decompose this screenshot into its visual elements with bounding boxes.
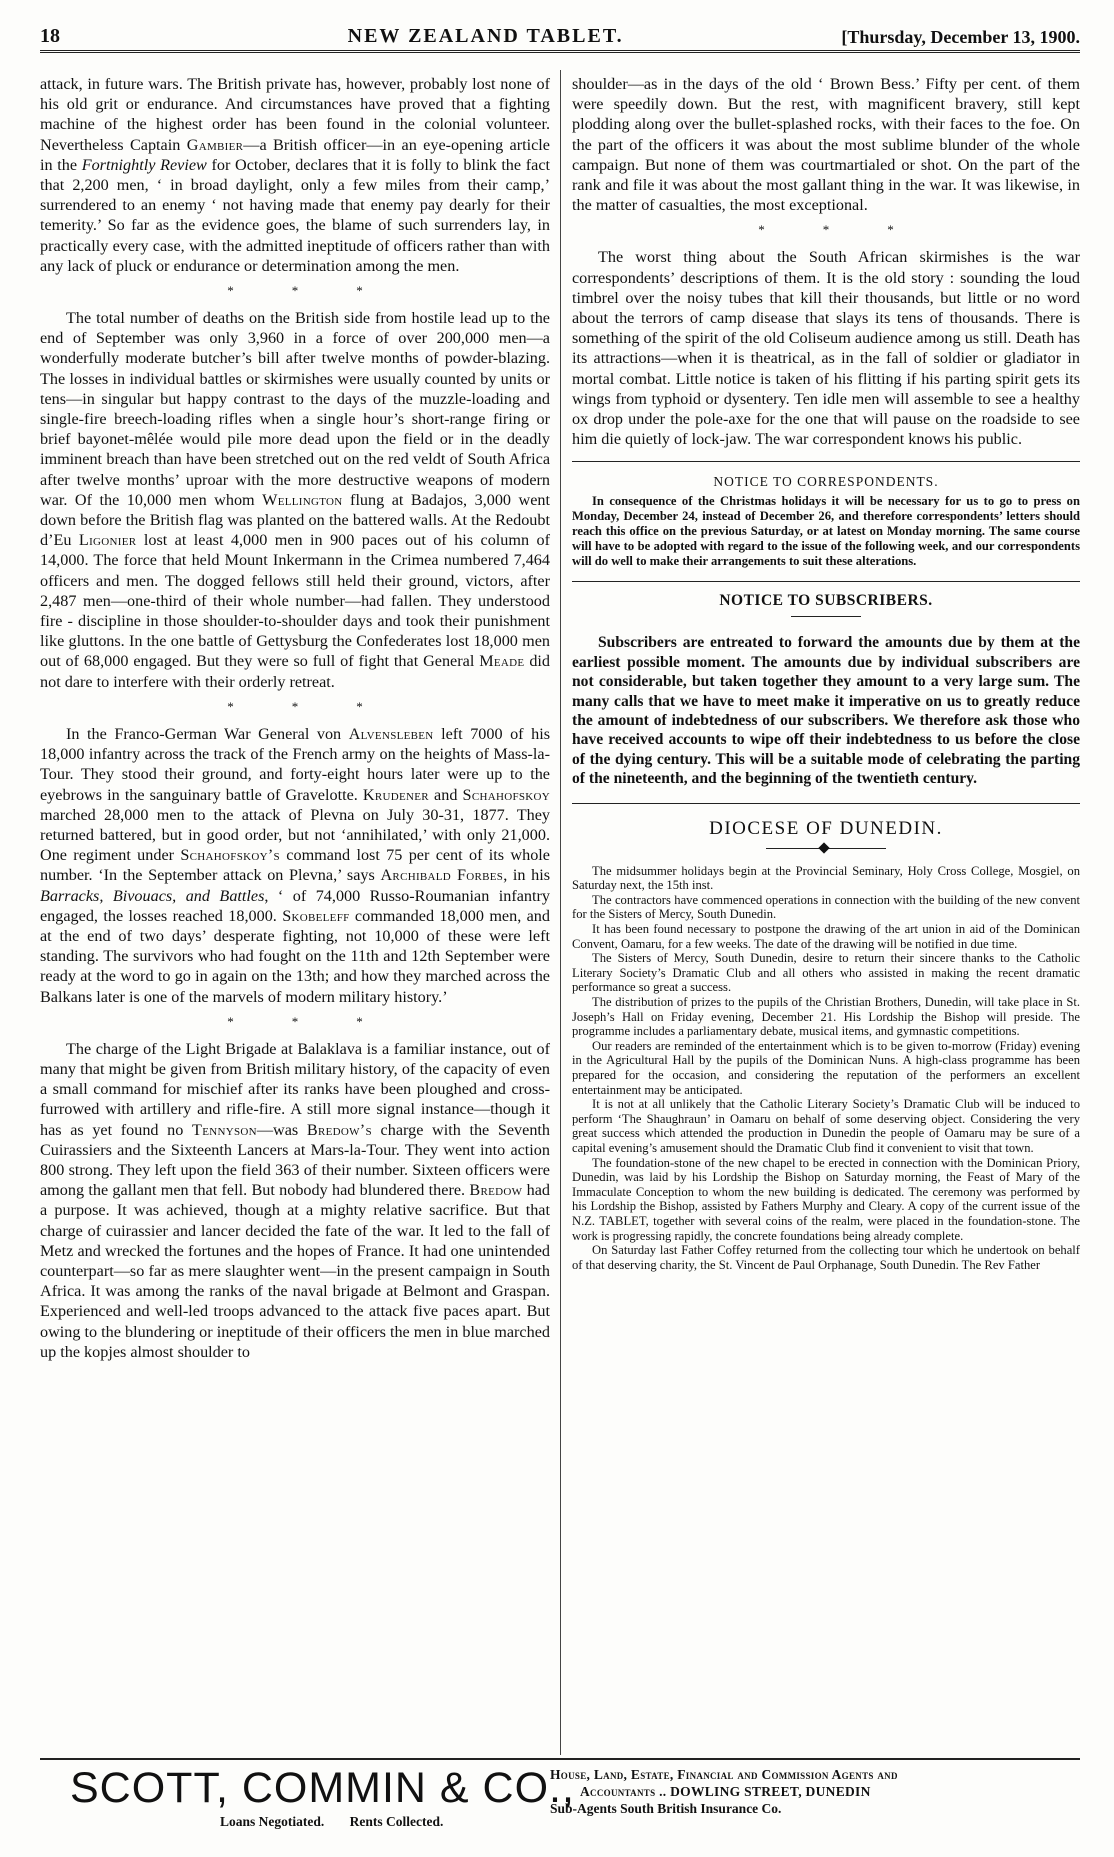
advertisement	[40, 1764, 1080, 1844]
section-separator: ***	[227, 1013, 421, 1029]
article-paragraph: The charge of the Light Brigade at Balaklava is a familiar instance, out of many that might be given from British military history, of the capacity of even a small command for mischief after its ranks have been ploughed and cross-furrowed with artillery and rifle-fire. A still more signal instance—though it has as yet found no Tennyson—was Bredow’s charge with the Seventh Cuirassiers and the Sixteenth Lancers at Mars-la-Tour. They went into action 800 strong. They left upon the field 363 of their number. Sixteen officers were among the gallant men that fell. But nobody had blundered there. Bredow had a purpose. It was achieved, though at a mighty relative sacrifice. But that charge of cuirassier and lancer decided the fate of the war. It led to the fall of Metz and wrecked the fortunes and the hopes of France. It had one unintended counterpart—so far as mere slaughter went—in the present campaign in South Africa. It was among the ranks of the naval brigade at Belmont and Graspan. Experienced and well-led troops advanced to the attack five paces apart. But owing to the blundering or ineptitude of their officers the men in blue marched up the kopjes almost shoulder to	[40, 1039, 551, 1361]
diocese-news-item: The Sisters of Mercy, South Dunedin, desire to return their sincere thanks to the Catholic Literary Society’s Dramatic Club and all others who assisted in making the recent dramatic performance so great a success.	[572, 951, 1080, 995]
section-rule	[572, 803, 1080, 804]
header-rule	[40, 50, 1080, 53]
notice-correspondents-title: NOTICE TO CORRESPONDENTS.	[713, 474, 939, 490]
diocese-news-item: It has been found necessary to postpone the drawing of the art union in aid of the Dominican Convent, Oamaru, for a few weeks. The date of the drawing will be notified in due time.	[572, 922, 1080, 951]
diocese-news-item: The contractors have commenced operations in connection with the building of the new convent for the Sisters of Mercy, South Dunedin.	[572, 892, 1080, 922]
advert-loans: Loans Negotiated.	[220, 1814, 325, 1829]
left-column	[40, 74, 550, 1362]
page-number: 18	[40, 25, 60, 47]
section-separator: ***	[758, 222, 952, 238]
section-rule	[572, 581, 1080, 582]
advert-line: House, Land, Estate, Financial and Commission Agents and	[550, 1767, 898, 1782]
company-name: SCOTT, COMMIN & CO.,	[70, 1764, 575, 1812]
right-column	[572, 74, 1080, 1272]
diocese-news-item: The foundation-stone of the new chapel to be erected in connection with the Dominican Priory, Dunedin, was laid by his Lordship the Bishop on Saturday morning, the Feast of Mary of the Immaculate Conception to whom the new building is dedicated. The ceremony was performed by his Lordship the Bishop, assisted by Fathers Murphy and Cleary. A copy of the current issue of the N.Z. TABLET, together with several coins of the realm, were placed in the foundation-stone. The work is progressing rapidly, the concrete foundations being already complete.	[572, 1155, 1080, 1243]
section-rule	[572, 461, 1080, 462]
diocese-news-item: The distribution of prizes to the pupils of the Christian Brothers, Dunedin, will take place in St. Joseph’s Hall on Friday evening, December 21. His Lordship the Bishop will preside. The programme includes a parliamentary debate, musical items, and gymnastic competitions.	[572, 995, 1080, 1039]
notice-subscribers-title: NOTICE TO SUBSCRIBERS.	[719, 592, 933, 610]
person-name: Gambier	[186, 135, 244, 154]
article-paragraph: The worst thing about the South African skirmishes is the war correspondents’ descriptions of them. It is the old story : sounding the loud timbrel over the noisy tubes that kill their thousands, but little or no word about the terrors of camp disease that slays its tens of thousands. There is something of the spirit of the old Coliseum audience among us still. Death has its attractions—when it is theatrical, as in the fall of soldier or gladiator in mortal combat. Little notice is taken of his flitting if his parting spirit gets its wings from typhoid or dysentery. Ten idle men will assemble to see a healthy ox drop under the pole-axe for the one that will pause on the roadside to see him die quietly of lock-jaw. The war correspondent knows his public.	[572, 248, 1080, 449]
column-divider	[560, 70, 561, 1755]
advert-line: Sub-Agents South British Insurance Co.	[550, 1801, 782, 1816]
diocese-news-item: On Saturday last Father Coffey returned from the collecting tour which he undertook on behalf of that deserving charity, the St. Vincent de Paul Orphanage, South Dunedin. The Rev Father	[572, 1243, 1080, 1272]
article-paragraph: The total number of deaths on the British side from hostile lead up to the end of September was only 3,960 in a force of over 200,000 men—a wonderfully moderate butcher’s bill after twelve months of powder-blazing. The losses in individual battles or skirmishes were usually counted by units or tens—in singular but happy contrast to the days of the muzzle-loading and single-fire breech-loading rifles when a single hour’s short-range firing or brief bayonet-mêlée would pile more dead upon the field or in the deadly imminent breach than have been stretched out on the red veldt of South Africa after twelve months’ uproar with the more destructive weapons of modern war. Of the 10,000 men whom Wellington flung at Badajos, 3,000 went down before the British flag was planted on the battered walls. At the Redoubt d’Eu Ligonier lost at least 4,000 men in 900 paces out of his column of 14,000. The force that held Mount Inkermann in the Crimea numbered 7,464 officers and men. The dogged fellows still held their ground, victors, after 2,487 men—one-third of their whole number—had fallen. They understood fire - discipline in those shoulder-to-shoulder days and took their punishment like gluttons. In the one battle of Gettysburg the Confederates lost 18,000 men out of 68,000 engaged. But they were so full of fight that General Meade did not dare to interfere with their orderly retreat.	[40, 309, 550, 691]
diocese-news-item: The midsummer holidays begin at the Provincial Seminary, Holy Cross College, Mosgiel, on Saturday next, the 15th inst.	[572, 863, 1080, 893]
diocese-news-item: Our readers are reminded of the entertainment which is to be given to-morrow (Friday) evening in the Agricultural Hall by the pupils of the Dominican Nuns. A high-class programme has been prepared for the occasion, and considering the reputation of the performers an excellent entertainment may be anticipated.	[572, 1038, 1080, 1097]
paper-title: NEW ZEALAND TABLET.	[347, 25, 624, 47]
diocese-news-list	[572, 864, 1080, 1273]
diocese-title: DIOCESE OF DUNEDIN.	[709, 817, 943, 839]
diocese-news-item: It is not at all unlikely that the Catholic Literary Society’s Dramatic Club will be induced to perform ‘The Shaughraun’ in Oamaru on behalf of some deserving object. Considering the very great success which attended the production in Dunedin the people of Oamaru may be sure of a capital evening’s amusement should the Dramatic Club find it convenient to visit that town.	[572, 1097, 1080, 1155]
page-header	[40, 18, 1080, 48]
issue-date: [Thursday, December 13, 1900.	[841, 27, 1080, 47]
advert-details	[550, 1766, 1080, 1817]
advert-services	[220, 1814, 465, 1830]
notice-correspondents-body: In consequence of the Christmas holidays it will be necessary for us to go to press on Monday, December 24, instead of December 26, and therefore correspondents’ letters should reach this office on the previous Saturday, or at latest on Monday morning. The same course will have to be adopted with regard to the issue of the following week, and our correspondents will do well to make their arrangements to suit these alterations.	[572, 494, 1080, 569]
article-paragraph: In the Franco-German War General von Alvensleben left 7000 of his 18,000 infantry across the track of the French army on the heights of Mass-la-Tour. They stood their ground, and forty-eight hours later were up to the eyebrows in the sanguinary battle of Gravelotte. Krudener and Schahofskoy marched 28,000 men to the attack of Plevna on July 30-31, 1877. They returned battered, but in good order, but not ‘annihilated,’ with only 21,000. One regiment under Schahofskoy’s command lost 75 per cent of its whole number. ‘In the September attack on Plevna,’ says Archibald Forbes, in his Barracks, Bivouacs, and Battles, ‘ of 74,000 Russo-Roumanian infantry engaged, the losses reached 18,000. Skobeleff commanded 18,000 men, and at the end of two days’ desperate fighting, not 10,000 of these were left standing. The survivors who had fought on the 11th and 12th September were ready at the word to go in again on the 13th; and how they marched across the Balkans later is one of the marvels of modern military history.’	[40, 724, 551, 1006]
diamond-ornament	[766, 844, 886, 854]
advert-rule	[40, 1758, 1080, 1760]
advert-line: Accountants .. DOWLING STREET, DUNEDIN	[580, 1784, 871, 1799]
section-separator: ***	[227, 283, 421, 299]
section-separator: ***	[227, 698, 421, 714]
notice-subscribers-body: Subscribers are entreated to forward the amounts due by them at the earliest possible moment. The amounts due by individual subscribers are not considerable, but taken together they amount to a very large sum. The many calls that we have to meet make it imperative on us to greatly reduce the amount of indebtedness of our subscribers. We therefore ask those who have received accounts to wipe off their indebtedness to us before the close of the dying century. This will be a suitable mode of celebrating the parting of the nineteenth, and the beginning of the twentieth century.	[572, 634, 1080, 788]
publication-title: Fortnightly Review	[81, 155, 207, 174]
article-paragraph: attack, in future wars. The British private has, however, probably lost none of his old grit or endurance. And circumstances have proved that a fighting machine of the highest order has been found in the colonial volunteer. Nevertheless Captain Gambier—a British officer—in an eye-opening article in the Fortnightly Review for October, declares that it is folly to blink the fact that 2,200 men, ‘ in broad daylight, only a few miles from their camp,’ surrendered to an enemy ‘ not having made that enemy pay dearly for their temerity.’ So far as the evidence goes, the blame of such surrenders lay, in practically every case, with the admitted ineptitude of officers rather than with any lack of pluck or endurance or determination among the men.	[40, 75, 551, 275]
article-paragraph: shoulder—as in the days of the old ‘ Brown Bess.’ Fifty per cent. of them were speedily down. But the rest, with magnificent bravery, still kept plodding along over the bullet-splashed rocks, with their faces to the foe. On the part of the officers it was about the most sublime blunder of the whole campaign. But none of them was courtmartialed or shot. On the part of the rank and file it was about the most gallant thing in the war. It was likewise, in the matter of casualties, the most exceptional.	[572, 75, 1080, 215]
title-rule	[791, 616, 861, 617]
advert-rents: Rents Collected.	[349, 1814, 444, 1829]
